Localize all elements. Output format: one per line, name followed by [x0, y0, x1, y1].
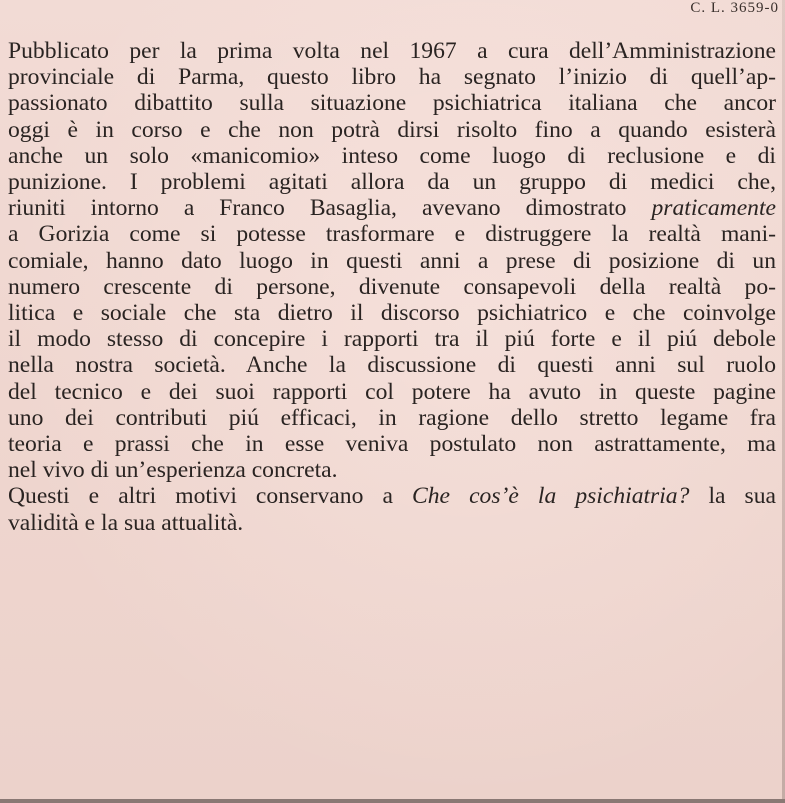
blurb-line	[8, 195, 776, 221]
blurb-text: riuniti intorno a Franco Basaglia, avevano dimostrato	[8, 195, 627, 222]
blurb-line: litica e sociale che sta dietro il discorso psichiatrico e che coinvolge	[8, 300, 776, 327]
blurb-text: la sua	[708, 483, 776, 510]
blurb-line: validità e la sua attualità.	[8, 509, 244, 536]
blurb-line: Pubblicato per la prima volta nel 1967 a cura dell’Amministrazione	[8, 38, 776, 64]
blurb-line: nella nostra società. Anche la discussione di questi anni sul ruolo	[8, 352, 776, 379]
catalog-code: C. L. 3659-0	[690, 0, 779, 16]
blurb-paragraph-1	[8, 38, 776, 483]
cover-blurb	[8, 38, 776, 536]
blurb-line: punizione. I problemi agitati allora da un gruppo di medici che,	[8, 169, 776, 196]
blurb-line: numero crescente di persone, divenute consapevoli della realtà po-	[8, 273, 776, 300]
blurb-line: oggi è in corso e che non potrà dirsi risolto fino a quando esisterà	[8, 116, 776, 143]
blurb-paragraph-2	[8, 483, 776, 535]
blurb-line: passionato dibattito sulla situazione psichiatrica italiana che ancor	[8, 90, 776, 117]
page-bottom-edge	[0, 799, 785, 803]
blurb-line: il modo stesso di concepire i rapporti tra il piú forte e il piú debole	[8, 326, 776, 353]
blurb-line	[8, 483, 776, 509]
book-title-italic: Che cos’è la psichiatria?	[412, 483, 690, 510]
blurb-line: a Gorizia come si potesse trasformare e distruggere la realtà mani-	[8, 221, 776, 248]
blurb-line: del tecnico e dei suoi rapporti col potere ha avuto in queste pagine	[8, 378, 776, 405]
blurb-line: comiale, hanno dato luogo in questi anni a prese di posizione di un	[8, 247, 776, 274]
blurb-line: anche un solo «manicomio» inteso come luogo di reclusione e di	[8, 142, 776, 169]
blurb-text: Questi e altri motivi conservano a	[8, 483, 393, 510]
blurb-line: teoria e prassi che in esse veniva postulato non astrattamente, ma	[8, 431, 776, 458]
blurb-line: nel vivo di un’esperienza concreta.	[8, 457, 338, 484]
blurb-line: provinciale di Parma, questo libro ha segnato l’inizio di quell’ap-	[8, 64, 776, 91]
blurb-line: uno dei contributi piú efficaci, in ragione dello stretto legame fra	[8, 404, 776, 431]
italic-emphasis: praticamente	[651, 195, 776, 222]
